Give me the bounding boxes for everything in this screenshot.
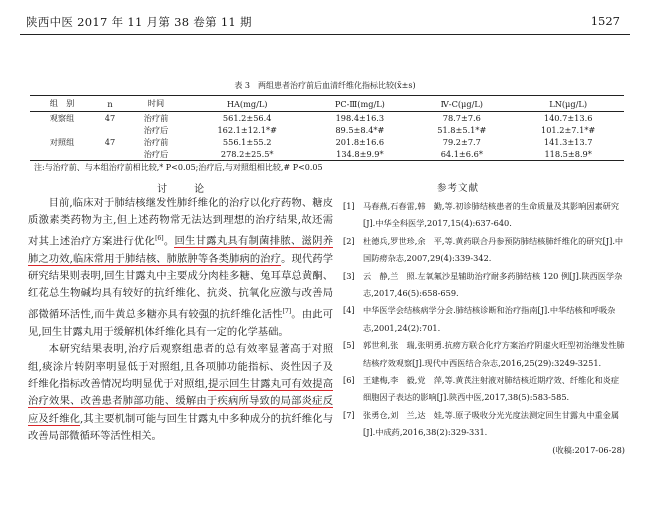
cell-4c: 78.7±7.6 [442,113,481,123]
reference-number: [2] [343,235,355,246]
cell-ln: 101.2±7.1*# [541,125,596,135]
cell-n: 47 [104,113,116,123]
table-row [30,148,624,161]
reference-text: 杜德兵,罗世珍,余 平,等.黄药联合丹参预防肺结核肺纤维化的研究[J].中国防痨杂志,2007,29(4):339-342. [363,235,624,264]
text-run: 。由此可见,回生甘露丸用于缓解机体纤维化具有一定的化学基础。 [28,308,334,338]
cell-pc3: 89.5±8.4*# [335,125,385,135]
table-number: 表 3 [234,81,251,90]
highlighted-conclusion: 提示回生甘露丸可有效提高治疗效果、改善患者肺部功能、缓解由于疾病所导致的局部炎症反应及纤维化 [28,377,334,425]
table-row [30,112,624,125]
reference-number: [6] [343,375,355,386]
discussion-paragraph [28,341,333,445]
reference-item [343,337,625,372]
citation-7: [7] [282,307,292,315]
table-row [30,136,624,148]
reference-text: 郭世利,张 瑞,张明勇.抗痨方联合化疗方案治疗阴虚火旺型初治继发性肺结核疗效观察[J].现代中西医结合杂志,2016,25(29):3249-3251. [363,340,625,368]
cell-ln: 118.5±8.9* [512,148,624,161]
page-number: 1527 [590,14,620,28]
cell-group: 观察组 [49,112,75,123]
cell-4c: 51.8±5.1*# [437,125,487,135]
reference-number: [1] [343,201,355,211]
cell-ha: 561.2±56.4 [222,113,272,123]
cell-4c: 64.1±6.6* [411,148,512,161]
highlighted-statement: 回生甘露丸具有制菌排脓、滋阴养肺之功效,临床常用于肺结核、肺脓肿等各类肺病的治疗 [28,235,334,265]
col-ha: HA(mg/L) [186,96,308,112]
cell-group [30,124,94,136]
table-note: 注:与治疗前、与本组治疗前相比较,* P<0.05;治疗后,与对照组相比较,# P<0.05 [34,163,323,172]
discussion-paragraph [28,195,333,341]
fibrosis-table [30,95,624,161]
reference-text: 张勇仓,刘 兰,达 娃,等.原子吸收分光光度法测定回生甘露丸中重金属[J].中成药,2016,38(2):329-331. [363,409,620,438]
cell-ha: 278.2±25.5* [186,148,308,161]
cell-n [94,148,126,161]
table-header-row [30,96,624,112]
discussion-body [28,195,333,446]
cell-time: 治疗后 [126,148,186,161]
text-run: 。现代药学研究结果则表明,回生甘露丸中主要成分肉桂多糖、兔耳草总黄酮、红花总生物碱均具有较好的抗纤维化、抗炎、抗氧化应激与改善局部微循环活性,而牛黄总多糖亦具有较强的抗纤维化活性 [28,252,333,321]
text-run: 目前,临床对于肺结核继发性肺纤维化的治疗以化疗药物、糖皮质激素类药物为主,但上述药物常无法达到理想的治疗结果,故还需对其上述治疗方案进行优化 [28,197,333,248]
reference-item [343,198,625,233]
cell-pc3: 134.8±9.9* [308,148,411,161]
reference-text: 云 静,兰 照.左氧氟沙星辅助治疗耐多药肺结核 120 例[J].陕西医学杂志,2017,46(5):658-659. [363,270,623,299]
cell-ln: 141.3±13.7 [543,137,593,147]
reference-number: [4] [343,305,355,316]
col-pc3: PC-Ⅲ(mg/L) [308,96,411,112]
reference-text: 马春燕,石春雷,韩 勤,等.初诊肺结核患者的生命质量及其影响因素研究[J].中华全科医学,2017,15(4):637-640. [363,201,620,229]
reference-number: [5] [343,340,355,351]
cell-time: 治疗前 [143,136,169,147]
col-4c: Ⅳ-C(μg/L) [411,96,512,112]
cell-group: 对照组 [49,136,75,147]
cell-n [94,124,126,136]
text-run: 。 [163,235,175,248]
text-run: ,其主要机制可能与回生甘露丸中多种成分的抗纤维化与改善局部微循环等活性相关。 [28,412,334,443]
text-run: 本研究结果表明,治疗后观察组患者的总有效率显著高于对照组,痰涂片转阴率明显低于对照组,且各项肺功能指标、炎性因子及纤维化指标改善情况均明显优于对照组, [28,343,333,390]
header-rule [20,34,630,35]
table-title: 两组患者治疗前后血清纤维化指标比较(x̄±s) [258,81,416,90]
reference-text: 王建梅,李 毅,党 萍,等.黄芪注射液对肺结核近期疗效、纤维化和炎症细胞因子表达的影响[J].陕西中医,2017,38(5):583-585. [363,375,620,403]
received-date: (收稿:2017-06-28) [552,444,625,455]
reference-number: [3] [343,270,355,281]
references-heading: 参考文献 [437,183,480,194]
cell-time: 治疗前 [143,112,169,123]
col-ln: LN(μg/L) [512,96,624,112]
cell-4c: 79.2±7.7 [442,137,481,147]
reference-item [343,372,625,407]
cell-n: 47 [104,137,116,147]
reference-number: [7] [343,409,355,420]
cell-group [30,148,94,161]
cell-pc3: 201.8±16.6 [335,137,385,147]
reference-text: 中华医学会结核病学分会.肺结核诊断和治疗指南[J].中华结核和呼吸杂志,2001,24(2):701. [363,305,616,333]
cell-pc3: 198.4±16.3 [335,113,385,123]
reference-list [343,198,625,459]
col-time: 时间 [126,96,186,112]
reference-item [343,268,625,303]
table-row [30,124,624,136]
journal-header: 陕西中医 2017 年 11 月第 38 卷第 11 期 [26,15,252,29]
reference-item [343,302,625,337]
citation-6: [6] [155,234,164,242]
reference-item [343,407,625,442]
cell-ha: 162.1±12.1*# [217,125,277,135]
discussion-heading: 讨 论 [157,184,217,195]
reference-item [343,233,625,268]
table-caption [0,80,650,91]
cell-time: 治疗后 [143,124,169,135]
cell-ln: 140.7±13.6 [543,113,593,123]
col-group: 组 别 [30,96,94,112]
cell-ha: 556.1±55.2 [222,137,272,147]
col-n: n [94,96,126,112]
